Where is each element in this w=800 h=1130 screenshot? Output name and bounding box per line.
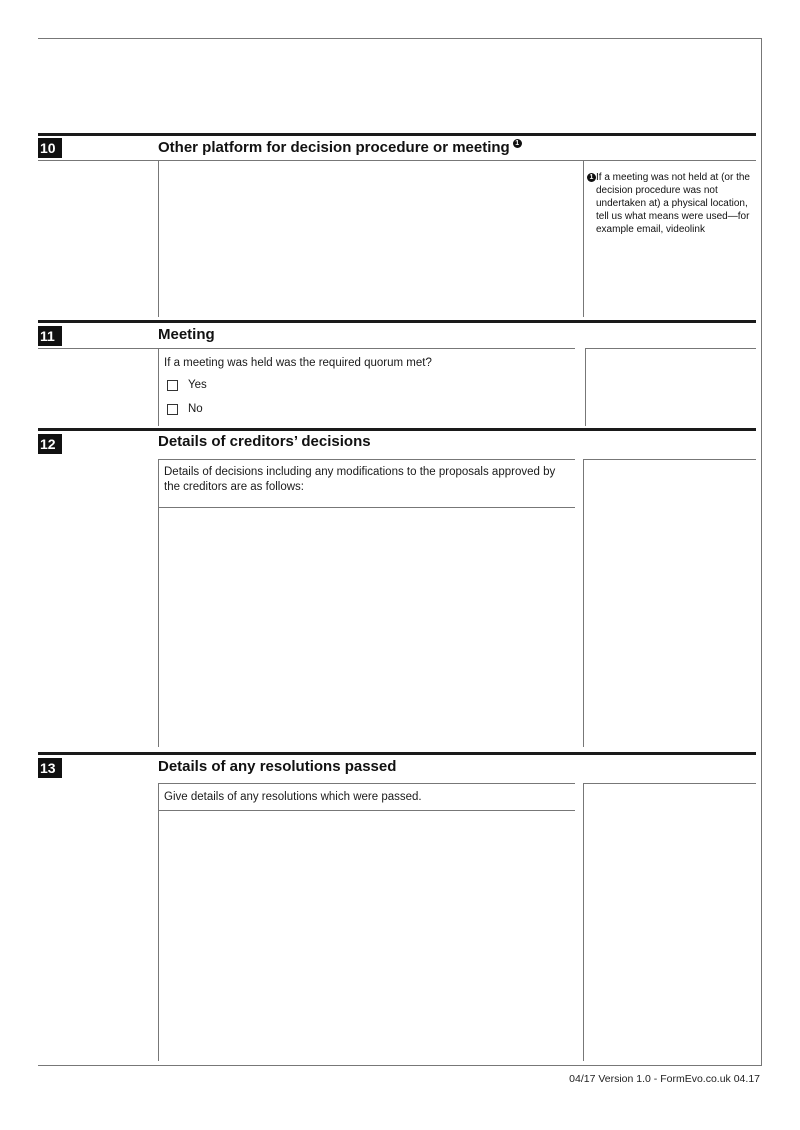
section-10-rule xyxy=(38,133,756,136)
platform-text-field[interactable] xyxy=(160,162,580,316)
section-11-title: Meeting xyxy=(158,326,215,343)
section-12-note-left-rule xyxy=(583,459,584,747)
section-13-note-top-rule xyxy=(583,783,756,784)
section-10-title xyxy=(158,139,522,156)
section-12-rule xyxy=(38,428,756,431)
section-11-question-top-rule xyxy=(158,348,575,349)
quorum-yes-label: Yes xyxy=(188,379,207,391)
section-13-number: 13 xyxy=(38,758,62,778)
quorum-no-checkbox[interactable] xyxy=(167,404,178,415)
section-10-left-rule xyxy=(38,160,158,161)
section-10-number: 10 xyxy=(38,138,62,158)
section-12-instruction: Details of decisions including any modifications to the proposals approved by the creditors are as follows: xyxy=(164,466,556,493)
section-13-rule xyxy=(38,752,756,755)
quorum-yes-checkbox[interactable] xyxy=(167,380,178,391)
info-marker-icon: 1 xyxy=(587,173,596,182)
section-12-field-top-rule xyxy=(158,507,575,508)
section-13-note-left-rule xyxy=(583,783,584,1061)
section-10-field-left-rule xyxy=(158,160,159,317)
section-12-field-left-rule xyxy=(158,459,159,747)
section-11-note-top-rule xyxy=(585,348,756,349)
resolutions-text-field[interactable] xyxy=(160,812,580,1060)
section-10-field-top-rule xyxy=(158,160,583,161)
section-13-field-left-rule xyxy=(158,783,159,1061)
section-11-left-rule xyxy=(38,348,158,349)
quorum-no-label: No xyxy=(188,403,203,415)
section-12-title: Details of creditors’ decisions xyxy=(158,433,371,450)
section-10-note-top-rule xyxy=(583,160,756,161)
section-12-instruction-top-rule xyxy=(158,459,575,460)
info-marker-icon: 1 xyxy=(513,139,522,148)
section-12-note-top-rule xyxy=(583,459,756,460)
quorum-question: If a meeting was held was the required quorum met? xyxy=(164,357,432,369)
section-10-note xyxy=(587,171,752,236)
section-11-field-left-rule xyxy=(158,348,159,426)
section-10-title-text: Other platform for decision procedure or meeting xyxy=(158,139,510,156)
section-11-note-left-rule xyxy=(585,348,586,426)
section-10-note-left-rule xyxy=(583,160,584,317)
section-13-title: Details of any resolutions passed xyxy=(158,758,397,775)
creditors-decisions-text-field[interactable] xyxy=(160,509,580,746)
section-12-number: 12 xyxy=(38,434,62,454)
page-bottom-rule xyxy=(38,1065,762,1066)
page-right-rule xyxy=(761,38,762,1065)
page-top-rule xyxy=(38,38,762,39)
section-13-instruction-top-rule xyxy=(158,783,575,784)
footer-version: 04/17 Version 1.0 - FormEvo.co.uk 04.17 xyxy=(569,1073,760,1085)
section-10-note-text: If a meeting was not held at (or the decision procedure was not undertaken at) a physical location, tell us what means were used—for example email, videolink xyxy=(596,172,750,235)
section-13-field-top-rule xyxy=(158,810,575,811)
section-11-rule xyxy=(38,320,756,323)
section-13-instruction: Give details of any resolutions which were passed. xyxy=(164,791,422,803)
section-11-number: 11 xyxy=(38,326,62,346)
